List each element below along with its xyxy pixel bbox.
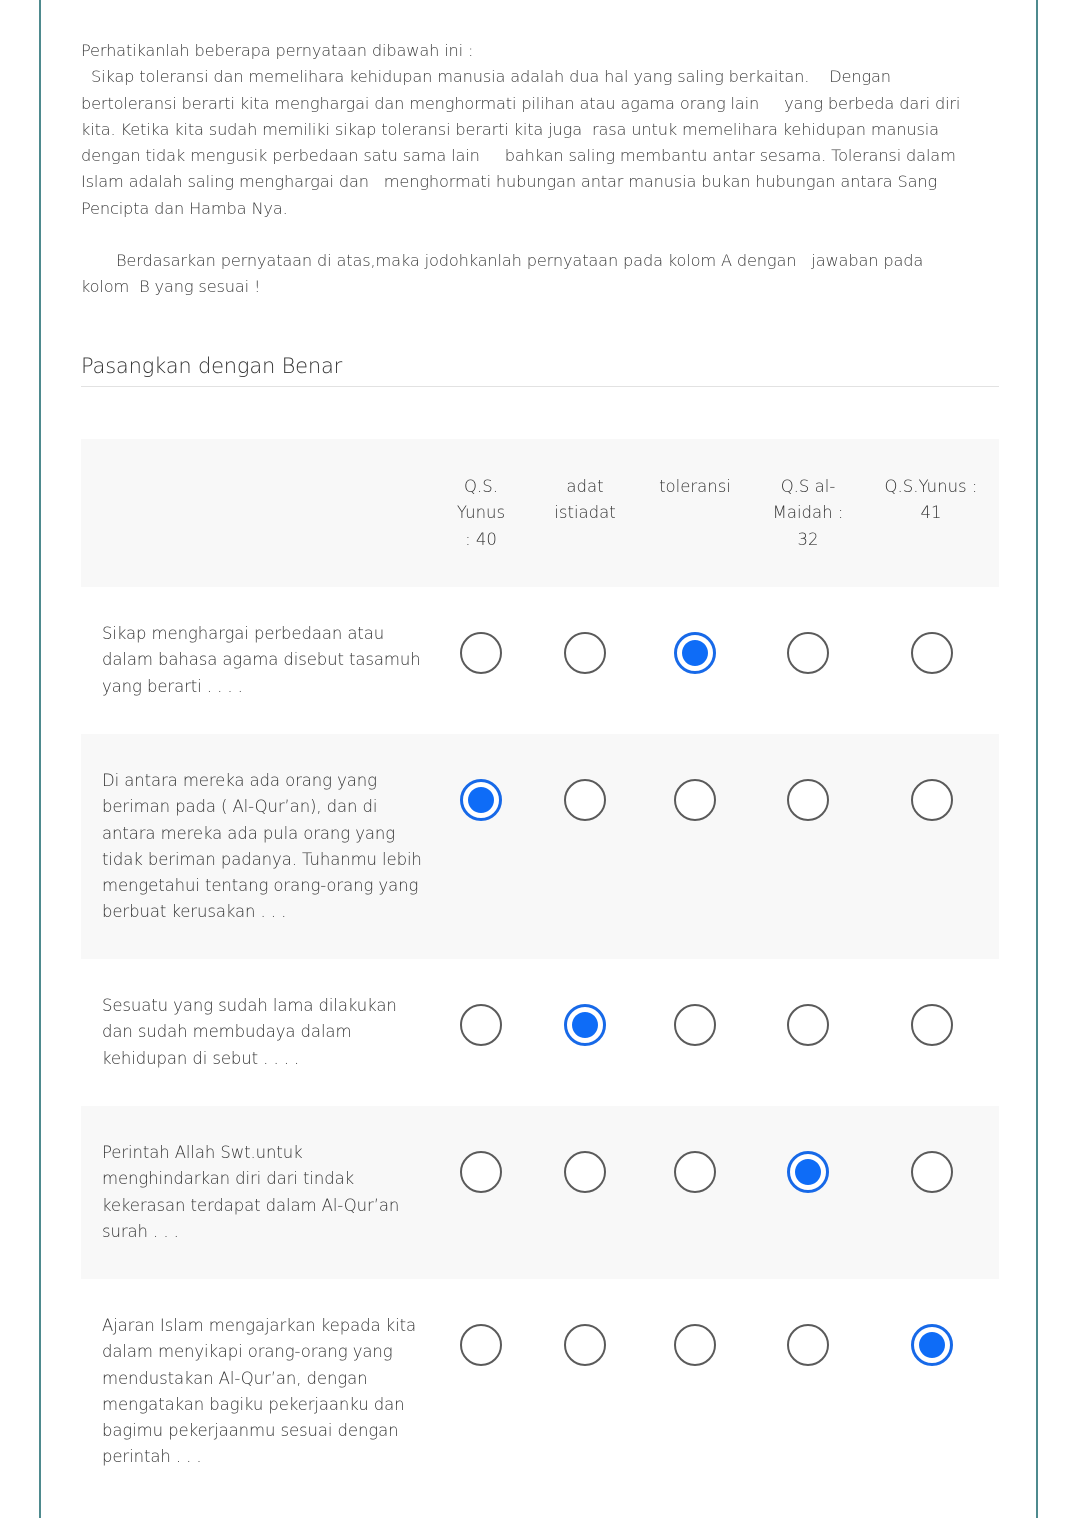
- radio-option[interactable]: [787, 1004, 829, 1046]
- passage-line: bertoleransi berarti kita menghargai dan menghormati pilihan atau agama orang lain yang berbeda dari diri: [81, 93, 961, 113]
- row-statement: Ajaran Islam mengajarkan kepada kita dalam menyikapi orang-orang yang mendustakan Al-Qur’an, dengan mengatakan bagiku pekerjaanku dan bagimu pekerjaanmu sesuai dengan perintah . . .: [102, 1316, 416, 1467]
- radio-option[interactable]: [787, 1324, 829, 1366]
- grid-header: [81, 439, 999, 587]
- radio-option[interactable]: [674, 779, 716, 821]
- question-passage: [81, 38, 999, 301]
- grid-row: [81, 1279, 999, 1509]
- radio-option[interactable]: [460, 1004, 502, 1046]
- grid-row: [81, 1106, 999, 1279]
- section-title: Pasangkan dengan Benar: [81, 354, 999, 387]
- grid-row: [81, 959, 999, 1106]
- row-statement: Perintah Allah Swt.untuk menghindarkan diri dari tindak kekerasan terdapat dalam Al-Qur’an surah . . .: [102, 1143, 400, 1241]
- radio-option[interactable]: [911, 1004, 953, 1046]
- matching-grid: [81, 439, 999, 1509]
- radio-option[interactable]: [787, 779, 829, 821]
- radio-option-selected[interactable]: [787, 1151, 829, 1193]
- paragraph-gap: [81, 222, 999, 248]
- radio-option[interactable]: [911, 779, 953, 821]
- column-label-adat-istiadat: adat istiadat: [554, 477, 616, 523]
- passage-line: Islam adalah saling menghargai dan menghormati hubungan antar manusia bukan hubungan antara Sang: [81, 172, 938, 192]
- instruction-line: kolom B yang sesuai !: [81, 277, 261, 297]
- radio-option[interactable]: [460, 632, 502, 674]
- passage-line: Pencipta dan Hamba Nya.: [81, 198, 288, 218]
- grid-row: [81, 734, 999, 959]
- radio-option[interactable]: [674, 1151, 716, 1193]
- radio-option-selected[interactable]: [674, 632, 716, 674]
- radio-option[interactable]: [564, 1324, 606, 1366]
- radio-option[interactable]: [564, 1151, 606, 1193]
- row-statement: Sesuatu yang sudah lama dilakukan dan sudah membudaya dalam kehidupan di sebut . . . .: [102, 996, 397, 1068]
- radio-option-selected[interactable]: [911, 1324, 953, 1366]
- passage-line: dengan tidak mengusik perbedaan satu sama lain bahkan saling membantu antar sesama. Toleransi dalam: [81, 146, 956, 166]
- passage-line: Perhatikanlah beberapa pernyataan dibawah ini :: [81, 41, 474, 60]
- row-statement: Di antara mereka ada orang yang beriman pada ( Al-Qur’an), dan di antara mereka ada pula orang yang tidak beriman padanya. Tuhanmu lebih mengetahui tentang orang-orang yang berbuat kerusakan . . .: [102, 771, 422, 922]
- radio-option[interactable]: [787, 632, 829, 674]
- radio-option[interactable]: [911, 632, 953, 674]
- radio-option[interactable]: [564, 632, 606, 674]
- grid-row: [81, 587, 999, 734]
- passage-line: kita. Ketika kita sudah memiliki sikap toleransi berarti kita juga rasa untuk memelihara kehidupan manusia: [81, 119, 939, 139]
- column-label-qs-yunus-40: Q.S. Yunus : 40: [456, 477, 506, 549]
- radio-option[interactable]: [674, 1004, 716, 1046]
- column-label-toleransi: toleransi: [659, 477, 731, 496]
- radio-option[interactable]: [460, 1324, 502, 1366]
- column-label-qs-al-maidah-32: Q.S al-Maidah : 32: [772, 477, 844, 549]
- passage-text: [81, 38, 999, 301]
- column-label-qs-yunus-41: Q.S.Yunus : 41: [884, 477, 978, 523]
- passage-line: Sikap toleransi dan memelihara kehidupan manusia adalah dua hal yang saling berkaitan. Dengan: [81, 67, 891, 87]
- radio-option-selected[interactable]: [564, 1004, 606, 1046]
- row-statement: Sikap menghargai perbedaan atau dalam bahasa agama disebut tasamuh yang berarti . . . .: [102, 624, 421, 696]
- radio-option-selected[interactable]: [460, 779, 502, 821]
- instruction-line: Berdasarkan pernyataan di atas,maka jodohkanlah pernyataan pada kolom A dengan jawaban pada: [81, 251, 924, 271]
- radio-option[interactable]: [460, 1151, 502, 1193]
- radio-option[interactable]: [564, 779, 606, 821]
- radio-option[interactable]: [674, 1324, 716, 1366]
- radio-option[interactable]: [911, 1151, 953, 1193]
